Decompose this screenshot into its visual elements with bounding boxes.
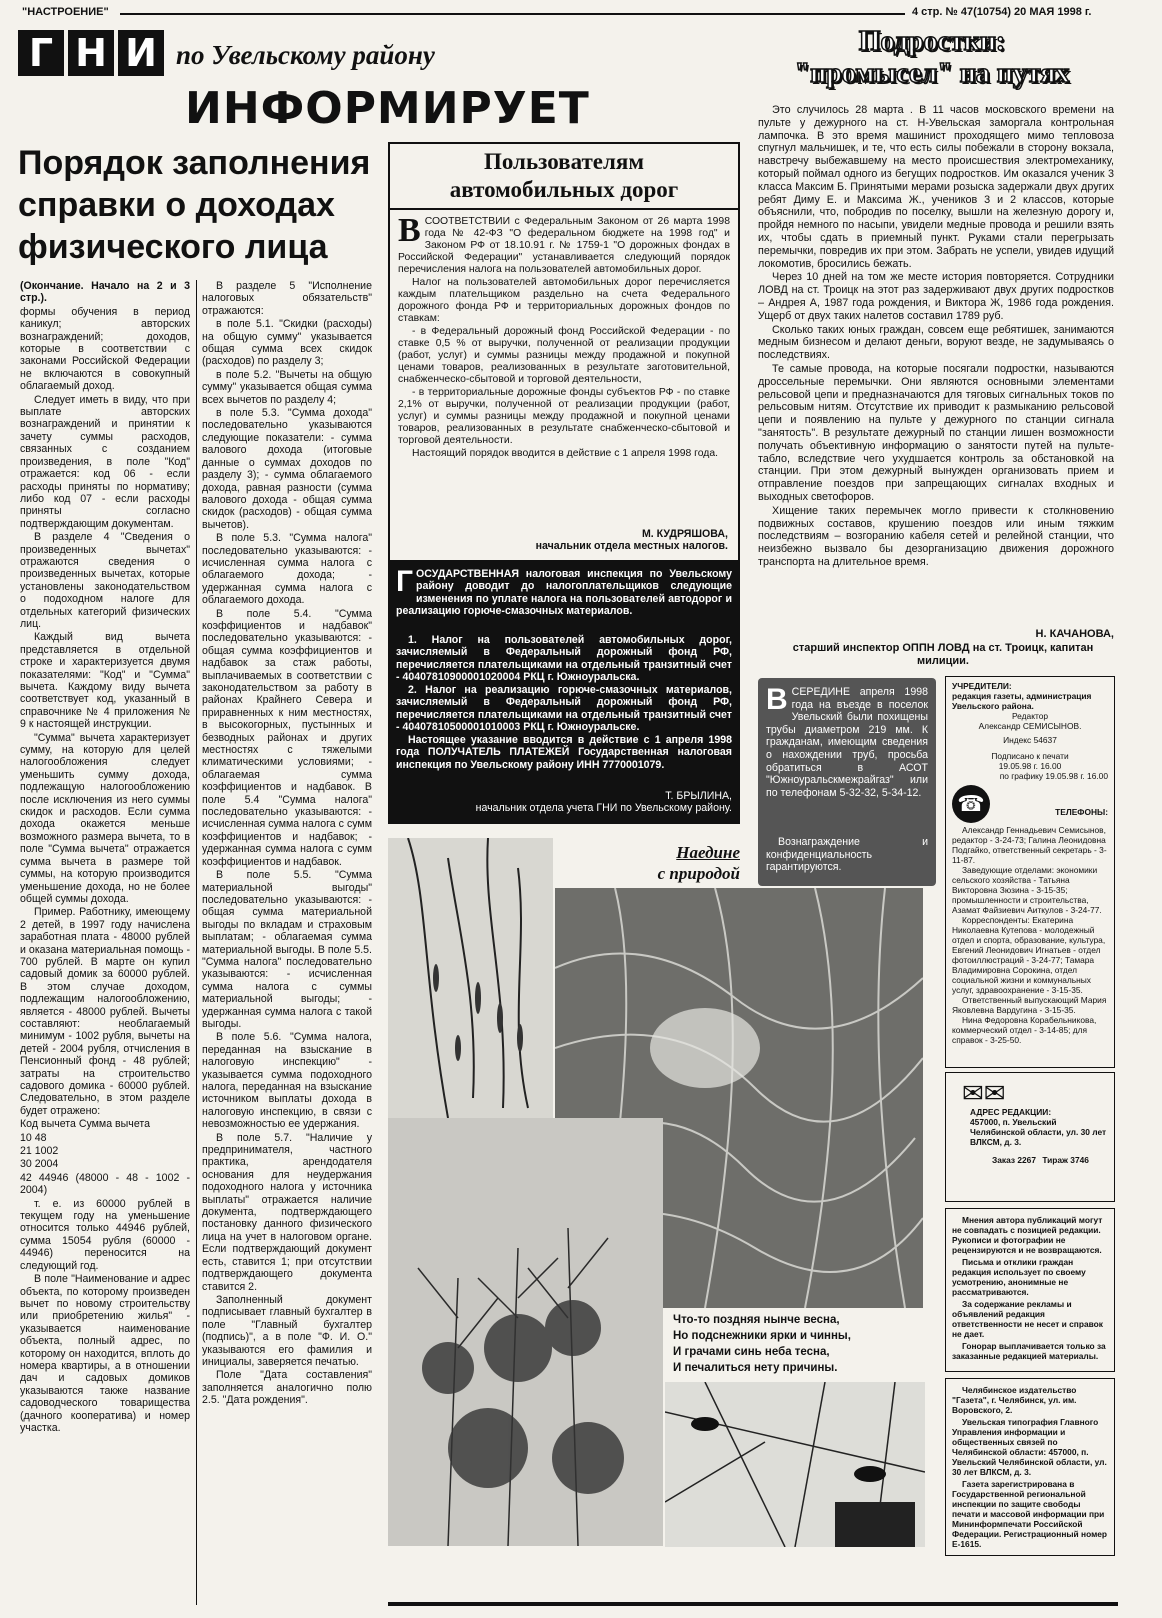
disclaimer-box <box>945 1208 1115 1372</box>
phone-icon: ☎ <box>952 785 990 823</box>
circulation: Тираж 3746 <box>1042 1155 1089 1165</box>
black-box-dropcap: Г <box>396 568 414 598</box>
article-paragraph: 10 48 <box>20 1131 47 1144</box>
article-paragraph: В разделе 5 "Исполнение налоговых обязательств" отражаются: <box>202 280 372 317</box>
staff-entry: Корреспонденты: Екатерина Николаевна Кутепова - молодежный отдел и спорта, образование, культура, Евгений Леонидович Игнатьев - отдел фотоиллюстраций - 3-24-77; Тамара Владимировна Сорокина, отдел социальной жизни и коммунальных услуг, здравоохранение - 3-15-35. <box>952 915 1106 995</box>
paper-name: "НАСТРОЕНИЕ" <box>22 6 109 18</box>
roads-title-line: Пользователям <box>483 149 645 174</box>
editor-name: Александр СЕМИСЫНОВ. <box>978 721 1082 731</box>
nature-title-line: с природой <box>657 864 740 883</box>
tax-notice-black-box <box>388 562 740 824</box>
graph-date: по графику 19.05.98 г. 16.00 <box>999 771 1108 781</box>
disclaimer: Мнения автора публикаций могут не совпадать с позицией редакции. Рукописи и фотографии не рецензируются и не возвращаются. <box>952 1215 1103 1255</box>
article-paragraph: Код вычета Сумма вычета <box>20 1118 150 1131</box>
roads-paragraph: Налог на пользователей автомобильных дорог перечисляется каждым плательщиком раздельно на счета Федерального дорожного фонда РФ и территориальных дорожных фондов по ставкам: <box>398 277 730 324</box>
publisher-entry: Увельская типография Главного Управления информации и общественных связей по Челябинской области: 457000, п. Увельский Челябинской области, ул. 30 лет ВЛКСМ, д. 3. <box>952 1417 1107 1477</box>
disclaimer: Письма и отклики граждан редакция использует по своему усмотрению, анонимные не рассматриваются. <box>952 1257 1086 1297</box>
black-box-signature-name: Т. БРЫЛИНА, <box>665 790 732 802</box>
nature-title <box>600 842 740 884</box>
teens-title-line: Подростки: <box>858 26 1006 57</box>
publisher-entry: Челябинское издательство "Газета", г. Челябинск, ул. им. Воровского, 2. <box>952 1385 1077 1415</box>
bottom-rule <box>388 1602 1118 1606</box>
pipes-notice-body: СЕРЕДИНЕ апреля 1998 года на въезде в поселок Увельский были похищены трубы диаметром 219 мм. К гражданам, имеющим сведения о нахождении труб, просьба обратиться в АСОТ "Южноуральскмежрайгаз" или по телефонам 5-32-32, 5-34-12. <box>766 686 928 799</box>
article-paragraph: 30 2004 <box>20 1158 59 1171</box>
roads-paragraph <box>398 212 730 276</box>
staff-entry: Александр Геннадьевич Семисынов, редактор - 3-24-73; Галина Леонидовна Подгайко, ответственный секретарь - 3-11-87. <box>952 825 1107 865</box>
article-column-2 <box>202 280 372 1610</box>
nature-poem <box>673 1312 923 1376</box>
title-line: физического лица <box>18 228 328 266</box>
photo-birds-branch <box>665 1382 925 1547</box>
article-paragraph: в поле 5.2. "Вычеты на общую сумму" указывается общая сумма всех вычетов по разделу 4; <box>202 368 372 406</box>
rooks-trees-image <box>388 1118 663 1546</box>
roads-paragraph: Настоящий порядок вводится в действие с 1 апреля 1998 года. <box>412 448 719 459</box>
address-box <box>945 1072 1115 1202</box>
gni-masthead <box>18 30 168 80</box>
poem-line: И грачами синь неба тесна, <box>673 1346 830 1358</box>
publisher-box <box>945 1378 1115 1556</box>
issue-info: 4 стр. № 47(10754) 20 МАЯ 1998 г. <box>912 6 1092 18</box>
birds-image <box>665 1382 925 1547</box>
title-line: Порядок заполнения <box>18 144 371 182</box>
poem-line: Что-то поздняя нынче весна, <box>673 1314 840 1326</box>
teens-signature-title: старший инспектор ОППН ЛОВД на ст. Троицк, капитан милиции. <box>792 642 1094 667</box>
black-box-lead-text: ОСУДАРСТВЕННАЯ налоговая инспекция по Увельскому району доводит до налогоплательщиков следующие изменения по уплате налога на пользователей автодорог и реализацию горюче-смазочных материалов. <box>396 568 732 618</box>
disclaimer: За содержание рекламы и объявлений редакция ответственности не несет и справок не дает. <box>952 1299 1103 1339</box>
publisher-entry: Газета зарегистрирована в Государственной региональной инспекции по защите свободы печати и массовой информации при Мининформпечати Российской Федерации. Регистрационный номер Е-1615. <box>952 1479 1108 1549</box>
phones-label: ТЕЛЕФОНЫ: <box>1055 807 1108 817</box>
article-column-1 <box>20 280 190 1610</box>
article-paragraph: "Сумма" вычета характеризует сумму, на которую для целей налогообложения следует уменьшить сумму дохода, подлежащую налогообложению после исключения из него суммы скидок и расходов. Если сумма дохода окажется меньше возможного размера вычета, то в поле "Сумма вычета" отражается сумма вычета в размере той суммы, на которую производится уменьшение дохода, но не более общей суммы дохода. <box>20 731 190 905</box>
column-rule <box>196 280 197 1605</box>
teens-signature-name: Н. КАЧАНОВА, <box>1035 628 1114 640</box>
article-paragraph: 42 44946 (48000 - 48 - 1002 - 2004) <box>20 1171 190 1197</box>
black-box-signature-title: начальник отдела учета ГНИ по Увельскому району. <box>475 802 732 814</box>
article-paragraph: В поле 5.4. "Сумма коэффициентов и надбавок" последовательно указываются: - общая сумма коэффициентов и надбавок за стаж работы, выплачиваемых в соответствии с законодательством за работу в районах Крайнего Севера и приравненных к ним местностях, в высокогорных, пустынных и безводных районах и других местностях с тяжелыми климатическими условиями; - облагаемая сумма коэффициентов и надбавок. В поле 5.4 "Сумма налога" последовательно указываются: - исчисленная сумма налога с сумм коэффициентов и надбавок; - удержанная сумма налога с сумм коэффициентов и надбавок. <box>202 607 372 868</box>
gni-letter: Г <box>18 30 64 76</box>
teens-title <box>752 26 1112 90</box>
article-paragraph: В поле 5.6. "Сумма налога, переданная на взыскание в налоговую инспекцию" - указывается сумма подоходного налога, переданная на взыскание источником выплаты дохода в налоговую инспекцию, в связи с невозможностью ее удержания. <box>202 1031 372 1131</box>
black-box-item: 2. Налог на реализацию горюче-смазочных материалов, зачисляемый в Федеральный дорожный фонд РФ, перечисляется плательщиками на отдельный транзитный счет - 40407810500001010003 РКЦ г. Южноуральске. <box>396 684 732 734</box>
imprint-box <box>945 676 1115 1068</box>
pipes-notice-footer: Вознаграждение и конфиденциальность гарантируются. <box>766 836 928 874</box>
roads-body <box>390 210 738 528</box>
article-paragraph: в поле 5.1. "Скидки (расходы) на общую сумму" указывается общая сумма всех скидок (расходов) по разделу 3; <box>202 318 372 368</box>
black-box-item: Настоящее указание вводится в действие с 1 апреля 1998 года ПОЛУЧАТЕЛЬ ПЛАТЕЖЕЙ Государственная налоговая инспекция по Увельскому району ИНН 7770001079. <box>396 734 732 771</box>
staff-entry: Нина Федоровна Корабельникова, коммерческий отдел - 3-14-85; для справок - 3-25-50. <box>952 1015 1097 1045</box>
masthead-informs: ИНФОРМИРУЕТ <box>185 83 590 134</box>
nature-title-line: Наедине <box>676 843 740 862</box>
gni-letter: И <box>118 30 164 76</box>
header-rule <box>120 13 905 15</box>
birch-branches-image <box>388 838 553 1118</box>
order: Заказ 2267 <box>992 1155 1036 1165</box>
teens-paragraph: Через 10 дней на том же месте история повторяется. Сотрудники ЛОВД на ст. Троицк на этот раз задерживают двух других подростков – Андрея А, 1987 года рождения, и Виктора Ж, 1986 года рождения. Ущерб от двух таких налетов составил 1789 руб. <box>758 271 1114 322</box>
article-paragraph: Пример. Работнику, имеющему 2 детей, в 1997 году начислена заработная плата - 48000 рублей и оказана материальная помощь - 700 рублей. В марте он купил садовый домик за 60000 рублей. В этом случае доходом, подлежащим налогообложению, является - 48000 рублей. Вычеты составляют: необлагаемый минимум - 1002 рубля, вычеты на детей - 2004 рубля, отчисления в Пенсионный фонд - 48 рублей; затраты на строительство садового домика - 60000 рублей. Следовательно, в этом разделе будет отражено: <box>20 906 190 1117</box>
article-paragraph: В поле 5.3. "Сумма налога" последовательно указываются: - исчисленная сумма налога с облагаемого дохода; - удержанная сумма налога с облагаемого дохода. <box>202 532 372 607</box>
article-paragraph: В поле 5.7. "Наличие у предпринимателя, частного практика, арендодателя основания для неудержания подоходного налога у источника выплаты" отражается наличие документа, подтверждающего постановку данного физического лица на учет в налоговом органе. Если подтверждающий документ есть, ставится 1; при отсутствии подтверждающего документа ставится 2. <box>202 1131 372 1293</box>
disclaimer: Гонорар выплачивается только за заказанные редакцией материалы. <box>952 1341 1106 1361</box>
article-paragraph: В поле 5.5. "Сумма материальной выгоды" последовательно указываются: - общая сумма материальной выгоды по вкладам и страховым выплатам; - облагаемая сумма материальной выгоды. В поле 5.5. "Сумма налога" последовательно указываются: - исчисленная сумма налога с суммы материальной выгоды; - удержанная сумма налога с такой выгоды. <box>202 869 372 1030</box>
roads-paragraph: - в Федеральный дорожный фонд Российской Федерации - по ставке 0,5 % от выручки, полученной от реализации продукции (работ, услуг) и суммы разницы между продажной и покупной ценами товаров, реализованных в результате заготовительной, снабженческо-сбытовой и торговой деятельности, <box>398 326 730 385</box>
poem-line: Но подснежники ярки и чинны, <box>673 1330 851 1342</box>
roads-signature-name: М. КУДРЯШОВА, <box>641 528 728 540</box>
article-paragraph: Заполненный документ подписывает главный бухгалтер в поле "Главный бухгалтер (подпись)", а в поле "Ф. И. О." указываются его фамилия и инициалы, заверяется печатью. <box>202 1293 372 1368</box>
roads-paragraph-text: СООТВЕТСТВИИ с Федеральным Законом от 26 марта 1998 года № 42-ФЗ "О федеральном бюджете на 1998 год" и Законом РФ от 18.10.91 г. № 1759-1 "О дорожных фондах в Российской Федерации" устанавливается следующий порядок перечисления налога на пользователей автомобильных дорог. <box>398 216 730 275</box>
article-paragraph: Каждый вид вычета представляется в отдельной строке и характеризуется двумя показателями: "Код" и "Сумма" вычета. Каждому виду вычета соответствует код, указанный в справочнике № 4 приложения № 9 к настоящей инструкции. <box>20 631 190 731</box>
article-paragraph: т. е. из 60000 рублей в текущем году на уменьшение относится только 44946 рублей, сумма 15054 рубля (60000 - 44946) переносится на следующий год. <box>20 1197 190 1272</box>
article-paragraph: 21 1002 <box>20 1145 59 1158</box>
poem-line: И печалиться нету причины. <box>673 1362 838 1374</box>
gni-letter: Н <box>68 30 114 76</box>
roads-paragraph: - в территориальные дорожные фонды субъектов РФ - по ставке 2,1% от выручки, полученной от реализации продукции (работ, услуг) и суммы разницы между продажной и покупной ценами товаров, реализованных в результате снабженческо-сбытовой и торговой деятельности. <box>398 387 730 446</box>
teens-paragraph: Хищение таких перемычек могло привести к столкновению подвижных составов, крушению поездов или иным тяжким последствиям – возгоранию кабеля сетей и релейной станции, что неизбежно вызвало бы дезорганизацию движения дорожного транспорта на длительное время. <box>758 504 1114 568</box>
article-paragraph: В поле "Наименование и адрес объекта, по которому произведен вычет по новому строительству или приобретению жилья" - указывается наименование объекта, полный адрес, по которому он находится, вплоть до номера квартиры, а в отношении дач и садовых домиков указываются также название садоводческого товарищества (дачного кооператива) и номер участка. <box>20 1273 190 1434</box>
pipes-notice <box>758 678 936 886</box>
teens-paragraph: Сколько таких юных граждан, совсем еще ребятишек, занимаются медным бизнесом и делают деньги, воруют везде, не задумываясь о последствиях. <box>758 323 1114 362</box>
article-paragraph: Следует иметь в виду, что при выплате авторских вознаграждений и принятии к зачету суммы расходов, связанных с созданием произведения, в поле "Код" отражается: код 06 - если расходы приняты по нормативу; либо код 07 - если расходы приняты согласно подтверждающим документам. <box>20 393 190 530</box>
mail-icon: ✉✉ <box>962 1078 1006 1108</box>
article-paragraph: Поле "Дата составления" заполняется аналогично полю 2.5. "Дата рождения". <box>202 1369 372 1407</box>
founders: редакция газеты, администрация Увельского района. <box>952 691 1092 711</box>
article-paragraph: в поле 5.3. "Сумма дохода" последовательно указываются следующие показатели: - сумма валового дохода (итоговые данные о суммах доходов по разделу 3); - сумма облагаемого дохода, равная разности (сумма валового дохода - общая сумма скидок (расходов) - общая сумма вычетов). <box>202 407 372 531</box>
address-label: АДРЕС РЕДАКЦИИ: <box>970 1107 1052 1117</box>
staff-entry: Заведующие отделами: экономики сельского хозяйства - Татьяна Викторовна Зюзина - 3-15-35; промышленности и строительства, Азамат Файзиевич Аиткулов - 3-24-77. <box>952 865 1102 915</box>
founders-label: УЧРЕДИТЕЛИ: <box>952 681 1012 691</box>
black-box-item: 1. Налог на пользователей автомобильных дорог, зачисляемый в Федеральный дорожный фонд РФ, перечисляется плательщиками на отдельный транзитный счет - 40407810900001020004 РКЦ г. Южноуральска. <box>396 634 732 684</box>
article-paragraph: В разделе 4 "Сведения о произведенных вычетах" отражаются сведения о произведенных вычетах, которые установлены законодательством о подоходном налоге для отдельных категорий физических лиц. <box>20 531 190 630</box>
roads-title-line: автомобильных дорог <box>449 177 679 202</box>
article-paragraph: (Окончание. Начало на 2 и 3 стр.). <box>20 280 190 305</box>
article-title <box>18 142 378 268</box>
photo-birches-rooks <box>388 1118 663 1546</box>
photo-birch-branches <box>388 838 553 1118</box>
masthead-subtitle: по Увельскому району <box>176 40 435 70</box>
signed-date: 19.05.98 г. 16.00 <box>998 761 1062 771</box>
index: Индекс 54637 <box>1003 735 1057 745</box>
staff-entry: Ответственный выпускающий Мария Яковлевна Вардугина - 3-15-35. <box>952 995 1107 1015</box>
address: 457000, п. Увельский Челябинской области, ул. 30 лет ВЛКСМ, д. 3. <box>970 1117 1107 1147</box>
pipes-dropcap: В <box>766 686 788 716</box>
black-box-lead <box>396 568 732 632</box>
roads-dropcap: В <box>398 212 421 249</box>
roads-title <box>390 144 738 210</box>
pipes-notice-text <box>766 686 928 836</box>
teens-paragraph: Те самые провода, на которые посягали подростки, называются дроссельные перемычки. Они являются основными элементами рельсовой цепи и предназначаются для тяговых сигнальных токов по рельсовым нитям. Отсутствие их приводит к размыканию рельсовой цепи и появлению на пульте у дежурного по станции сигнала "занятость". В результате дежурный по станции лишен возможности получать объективную информацию о занятости путей на пульте-табло, вследствие чего ухудшается контроль за обстановкой на станции. При этом дежурный вынужден организовать прием и отправление поездов при запрещающих сигналах входных и выходных светофоров. <box>758 362 1114 503</box>
roads-signature-title: начальник отдела местных налогов. <box>535 540 728 552</box>
teens-body <box>758 104 1114 626</box>
article-paragraph: формы обучения в период каникул; авторских вознаграждений; доходов, которые в соответствии с законами Российской Федерации не включаются в совокупный облагаемый доход. <box>20 305 190 393</box>
roads-box <box>388 142 740 562</box>
order-circulation <box>992 1155 1108 1165</box>
teens-paragraph: Это случилось 28 марта . В 11 часов московского времени на пульте у дежурного на ст. Н-Увельская заморгала контрольная лампочка. В это время машинист проходящего мимо тепловоза спугнул мальчишек, и те, что есть силы побежали в сторону вокзала, навстречу выбежавшему на место происшествия электромеханику, который поймал одного из бегущих подростков. Им оказался ученик 3 класса Максим Б. Принятыми мерами розыска задержали двух других ребят Диму Е. и Максима Ж., учеников 3 и 2 классов, которые объяснили, что, побродив по поселку, вышли на железную дорогу и, пройдя немного по насыпи, увидели медные провода и решили взять их, чтобы сдать в приемный пункт. Руками стали перегрызать перемычки, повредив их при этом. Забрать не успели, увидев идущий локомотив, бросились бежать. <box>758 104 1114 270</box>
title-line: справки о доходах <box>18 186 335 224</box>
signed-label: Подписано к печати <box>991 751 1069 761</box>
teens-title-line: "промысел" на путях <box>794 58 1070 89</box>
editor-label: Редактор <box>1011 711 1049 721</box>
